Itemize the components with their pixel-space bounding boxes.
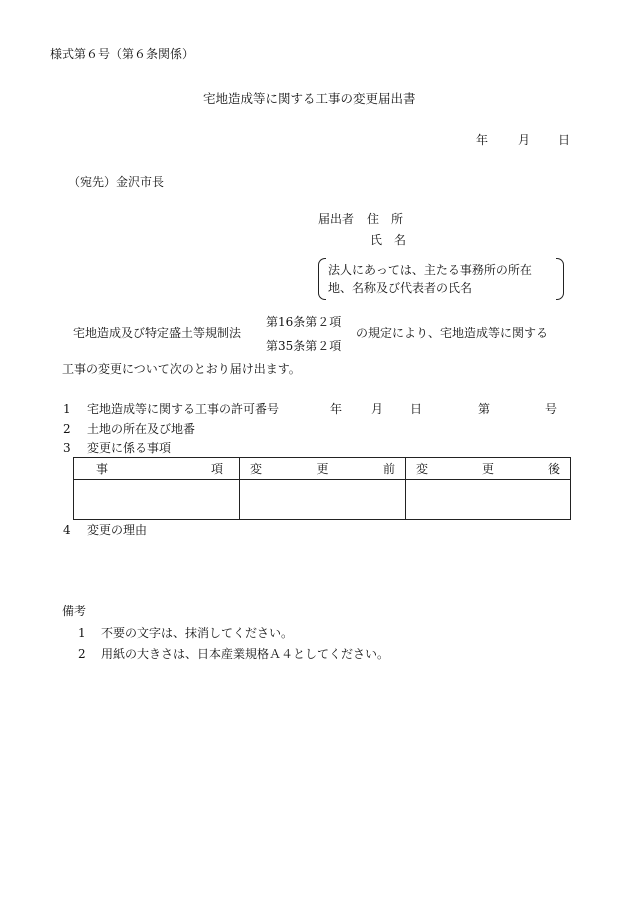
item-number: 4 <box>63 523 71 537</box>
right-bracket <box>556 258 564 300</box>
name-label: 氏 名 <box>370 233 407 247</box>
remark-note-2: 用紙の大きさは、日本産業規格Ａ４としてください。 <box>101 647 390 661</box>
corporate-note-line2: 地、名称及び代表者の氏名 <box>328 281 473 295</box>
note-number: 1 <box>78 626 86 640</box>
header-char: 変 <box>250 461 263 476</box>
permit-go-label: 号 <box>545 402 558 416</box>
corporate-note-line1: 法人にあっては、主たる事務所の所在 <box>328 263 532 277</box>
cell-item[interactable] <box>74 480 240 520</box>
header-char: 項 <box>210 461 223 476</box>
form-number: 様式第６号（第６条関係） <box>50 47 195 61</box>
change-reason-label: 変更の理由 <box>87 523 148 537</box>
header-char: 前 <box>382 461 395 476</box>
header-char: 更 <box>481 461 494 476</box>
notifier-label: 届出者 <box>318 212 355 226</box>
item-number: 3 <box>63 441 71 455</box>
header-before <box>240 458 406 480</box>
corporate-note <box>318 258 564 300</box>
land-location-label: 土地の所在及び地番 <box>87 422 196 436</box>
article-option-35: 第35条第２項 <box>266 339 342 353</box>
permit-number-label: 宅地造成等に関する工事の許可番号 <box>87 402 280 416</box>
header-char: 後 <box>547 461 560 476</box>
date-month-label: 月 <box>518 133 531 147</box>
item-number: 2 <box>63 422 71 436</box>
item-number: 1 <box>63 402 71 416</box>
header-char: 事 <box>96 461 109 476</box>
header-after <box>406 458 571 480</box>
header-char: 更 <box>316 461 329 476</box>
cell-after[interactable] <box>406 480 571 520</box>
table-header-row <box>74 458 571 480</box>
changes-label: 変更に係る事項 <box>87 441 172 455</box>
remarks-heading: 備考 <box>62 604 87 618</box>
note-number: 2 <box>78 647 86 661</box>
permit-dai-label: 第 <box>478 402 491 416</box>
date-day-label: 日 <box>558 133 571 147</box>
remark-note-1: 不要の文字は、抹消してください。 <box>101 626 294 640</box>
page-title: 宅地造成等に関する工事の変更届出書 <box>203 91 416 106</box>
permit-year-label: 年 <box>330 402 343 416</box>
declaration-line2: 工事の変更について次のとおり届け出ます。 <box>62 362 301 376</box>
date-year-label: 年 <box>476 133 489 147</box>
declaration-continuation: の規定により、宅地造成等に関する <box>356 326 549 340</box>
table-row <box>74 480 571 520</box>
cell-before[interactable] <box>240 480 406 520</box>
permit-day-label: 日 <box>410 402 423 416</box>
left-bracket <box>318 258 326 300</box>
permit-month-label: 月 <box>371 402 384 416</box>
address-label: 住 所 <box>367 212 404 226</box>
header-char: 変 <box>416 461 429 476</box>
changes-table <box>73 457 571 520</box>
article-option-16: 第16条第２項 <box>266 315 342 329</box>
header-item <box>74 458 240 480</box>
law-name: 宅地造成及び特定盛土等規制法 <box>73 326 242 340</box>
addressee: （宛先）金沢市長 <box>68 175 165 189</box>
